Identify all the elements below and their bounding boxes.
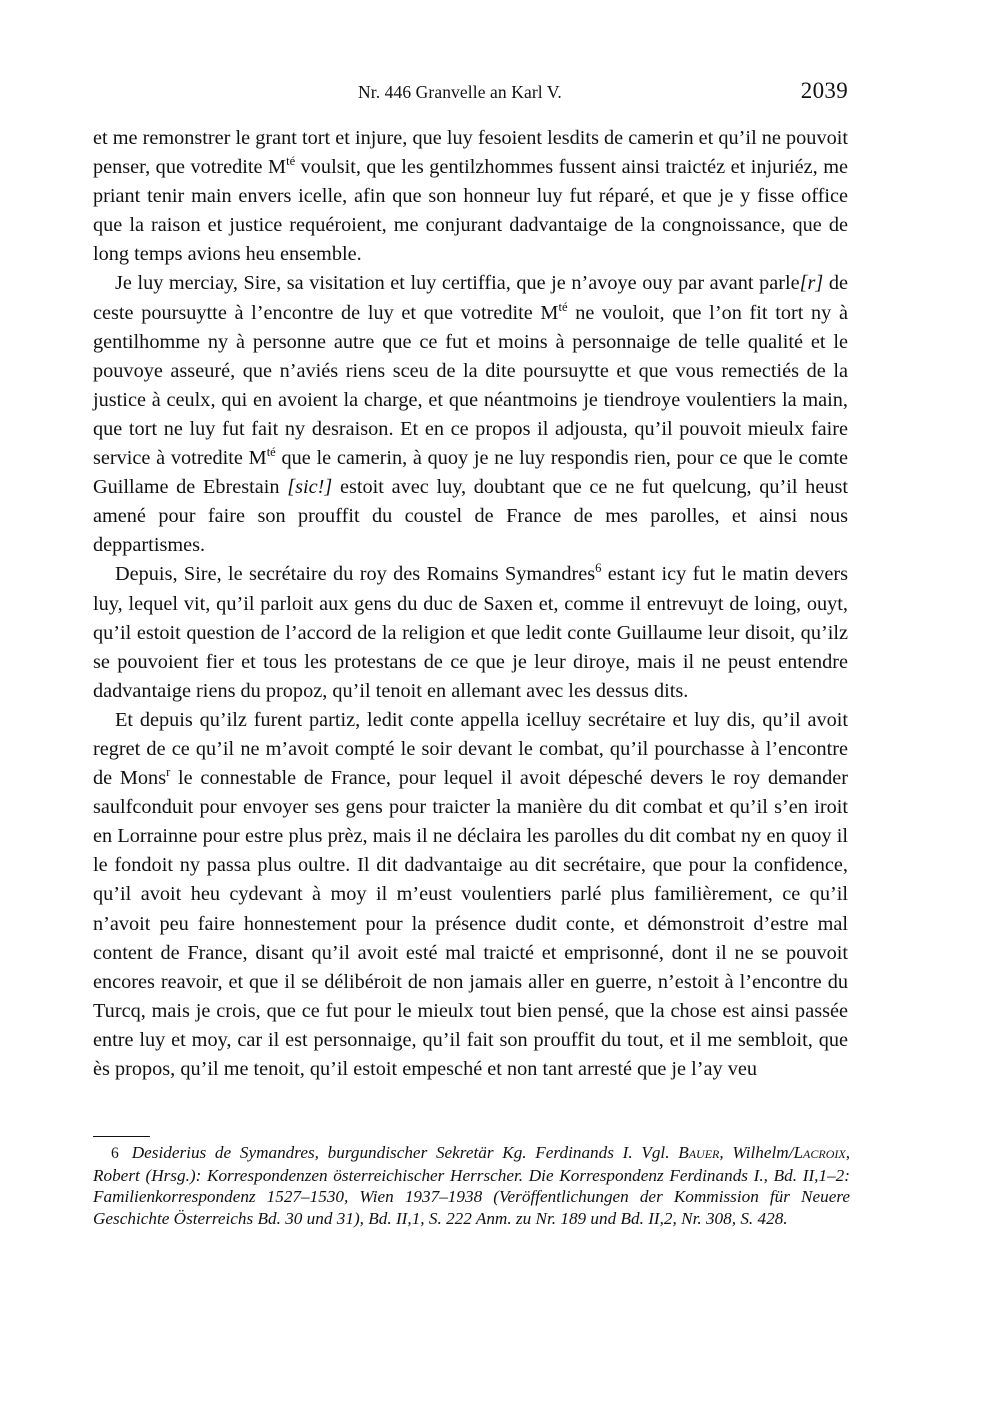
superscript: r: [166, 765, 171, 780]
text-run: voulsit, que les gentilzhommes fussent ainsi traictéz et injuriéz, me priant tenir main envers icelle, afin que son honneur luy fut réparé, et que je y fisse office que la raison et justice requéroient, me conjurant dadvantaige de la congnoissance, que de long temps avions heu ensemble.: [93, 156, 848, 266]
footnote-separator-rule: [93, 1136, 150, 1137]
text-run: ne vouloit, que l’on fit tort ny à gentilhomme ny à personne autre que ce fut et moins à personnaige de telle qualité et le pouvoye asseuré, que n’aviés riens sceu de la dite poursuytte et que vous remectiés de la justice à ceulx, qui en avoient la charge, et que néantmoins je tiendroye voulentiers la main, que tort ne luy fut fait ny desraison. Et en ce propos il adjousta, qu’il pouvoit mieulx faire service à votredite M: [93, 301, 848, 470]
paragraph: [93, 124, 848, 269]
text-run: Je luy merciay, Sire, sa visitation et luy certiffia, que je n’avoye ouy par avant parle: [115, 272, 800, 295]
text-run: de ceste poursuytte à l’encontre de luy et que votredite M: [93, 272, 848, 324]
footnote-marker: 6: [111, 1145, 119, 1162]
paragraph: [93, 560, 848, 705]
body-text-block: [93, 124, 848, 1084]
text-run: estoit avec luy, doubtant que ce ne fut quelcung, qu’il heust amené pour faire son prouffit du coustel de France de mes parolles, et ainsi nous deppartismes.: [93, 476, 848, 557]
footnote-6: [93, 1142, 850, 1229]
superscript: té: [558, 299, 568, 314]
superscript: té: [286, 154, 296, 169]
paragraph: [93, 269, 848, 560]
editorial-italic: [sic!]: [287, 476, 333, 499]
text-run: Depuis, Sire, le secrétaire du roy des Romains Symandres: [115, 563, 596, 586]
small-caps-name: Bauer: [678, 1143, 720, 1162]
running-head-title: Nr. 446 Granvelle an Karl V.: [358, 82, 562, 102]
text-run: estant icy fut le matin devers luy, lequel vit, qu’il parloit aux gens du duc de Saxen et, comme il entrevuyt de loing, ouyt, qu’il estoit question de l’accord de la religion et que ledit conte Guillaume leur disoit, qu’ilz se pouvoient fier et tous les protestans de ce que je leur diroye, mais il ne peust entendre dadvantaige riens du propoz, qu’il tenoit en allemant avec les dessus dits.: [93, 563, 848, 702]
editorial-italic: Desiderius de Symandres, burgundischer Sekretär Kg. Ferdinands I. Vgl.: [131, 1143, 679, 1162]
page-number: 2039: [800, 78, 848, 103]
running-head: [93, 78, 848, 108]
editorial-italic: , Robert (Hrsg.): Korrespondenzen österreichischer Herrscher. Die Korrespondenz Ferdinands I., Bd. II,1–2: Familienkorrespondenz 1527–1530, Wien 1937–1938 (Veröffentlichungen der Kommission für Neuere Geschichte Österreichs Bd. 30 und 31), Bd. II,1, S. 222 Anm. zu Nr. 189 und Bd. II,2, Nr. 308, S. 428.: [93, 1143, 850, 1228]
small-caps-name: Lacroix: [793, 1143, 846, 1162]
text-run: et me remonstrer le grant tort et injure, que luy fesoient lesdits de camerin et qu’il ne pouvoit penser, que votredite M: [93, 127, 848, 179]
editorial-italic: , Wilhelm/: [719, 1143, 794, 1162]
superscript: 6: [595, 561, 602, 576]
text-run: que le camerin, à quoy je ne luy respondis rien, pour ce que le comte Guillame de Ebrestain: [93, 447, 848, 499]
paragraph: [93, 706, 848, 1084]
superscript: té: [266, 445, 276, 460]
text-run: le connestable de France, pour lequel il avoit dépesché devers le roy demander saulfconduit pour envoyer ses gens pour traicter la manière du dit combat et qu’il s’en iroit en Lorrainne pour estre plus prèz, mais il ne déclaira les parolles du dit combat ny en quoy il le fondoit ny passa plus oultre. Il dit dadvantaige au dit secrétaire, que pour la confidence, qu’il avoit heu cydevant à moy il m’eust voulentiers parlé plus familièrement, ce qu’il n’avoit peu faire honnestement pour la présence dudit conte, et démonstroit d’estre mal content de France, disant qu’il avoit esté mal traicté et emprisonné, dont il ne se pouvoit encores reavoir, et que il se délibéroit de non jamais aller en guerre, n’estoit à l’encontre du Turcq, mais je crois, que ce fut pour le mieulx tout bien pensé, que la chose est ainsi passée entre luy et moy, car il est personnaige, qu’il fait son prouffit du tout, et il me sembloit, que ès propos, qu’il me tenoit, qu’il estoit empesché et non tant arresté que je l’ay veu: [93, 767, 849, 1080]
text-run: Et depuis qu’ilz furent partiz, ledit conte appella icelluy secrétaire et luy dis, qu’il avoit regret de ce qu’il ne m’avoit compté le soir devant le combat, qu’il pourchasse à l’encontre de Mons: [93, 708, 848, 790]
editorial-italic: [r]: [799, 272, 824, 295]
